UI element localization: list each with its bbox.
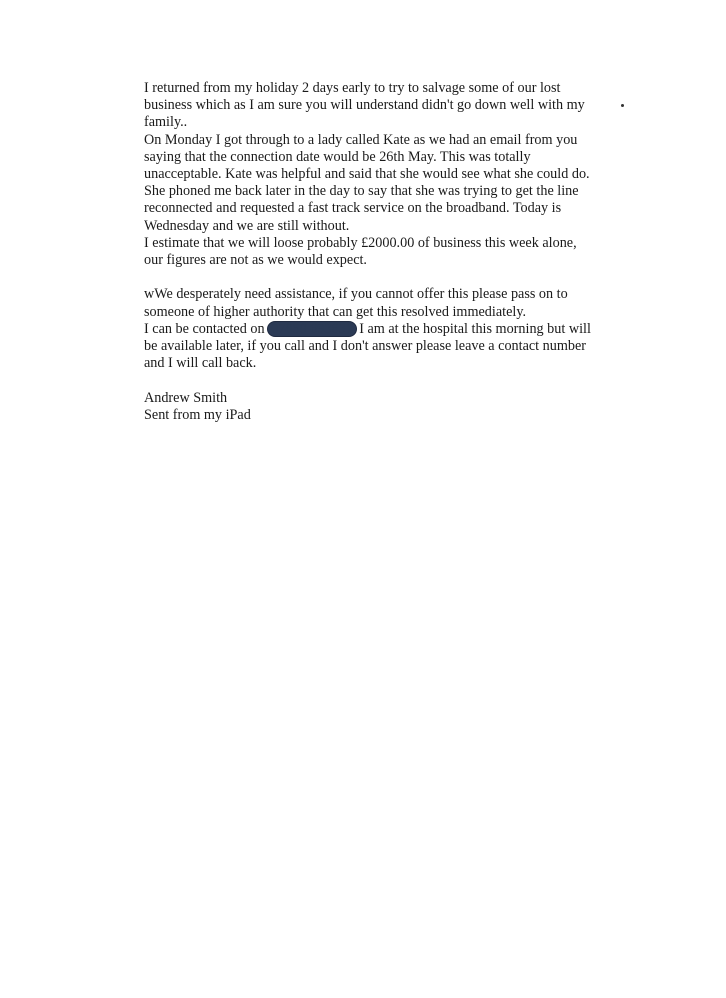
signature-block — [144, 390, 604, 424]
blank-line — [144, 372, 604, 389]
signature-note: Sent from my iPad — [144, 406, 251, 423]
paragraph-estimate — [144, 235, 604, 269]
redacted-phone-number: 07850 693631 — [268, 322, 356, 336]
text-line: business which as I am sure you will understand didn't go down well with my — [144, 97, 585, 114]
text-line: I returned from my holiday 2 days early to try to salvage some of our lost — [144, 80, 561, 96]
paragraph-assistance — [144, 286, 604, 320]
text-line: be available later, if you call and I don't answer please leave a contact number — [144, 338, 586, 355]
signature-name: Andrew Smith — [144, 389, 228, 406]
text-line: our figures are not as we would expect. — [144, 252, 367, 269]
paragraph-holiday — [144, 80, 604, 132]
text-line: family.. — [144, 114, 188, 131]
text-line: Wednesday and we are still without. — [144, 217, 350, 234]
text-line: and I will call back. — [144, 355, 257, 372]
text-line: On Monday I got through to a lady called Kate as we had an email from you — [144, 131, 578, 148]
contact-prefix: I can be contacted on — [144, 320, 265, 337]
text-line: unacceptable. Kate was helpful and said that she would see what she could do. — [144, 166, 590, 183]
text-line: wWe desperately need assistance, if you cannot offer this please pass on to — [144, 286, 568, 303]
contact-line — [144, 321, 604, 338]
text-line: reconnected and requested a fast track service on the broadband. Today is — [144, 200, 562, 217]
text-line: I estimate that we will loose probably £2000.00 of business this week alone, — [144, 234, 577, 251]
letter-body — [144, 80, 604, 424]
text-line: someone of higher authority that can get this resolved immediately. — [144, 303, 527, 320]
contact-suffix: I am at the hospital this morning but will — [359, 320, 591, 337]
paragraph-monday-call — [144, 132, 604, 235]
blank-line — [144, 269, 604, 286]
text-line: saying that the connection date would be 26th May. This was totally — [144, 148, 531, 165]
scan-speck — [621, 104, 624, 107]
paragraph-contact — [144, 321, 604, 373]
text-line: She phoned me back later in the day to say that she was trying to get the line — [144, 183, 579, 200]
